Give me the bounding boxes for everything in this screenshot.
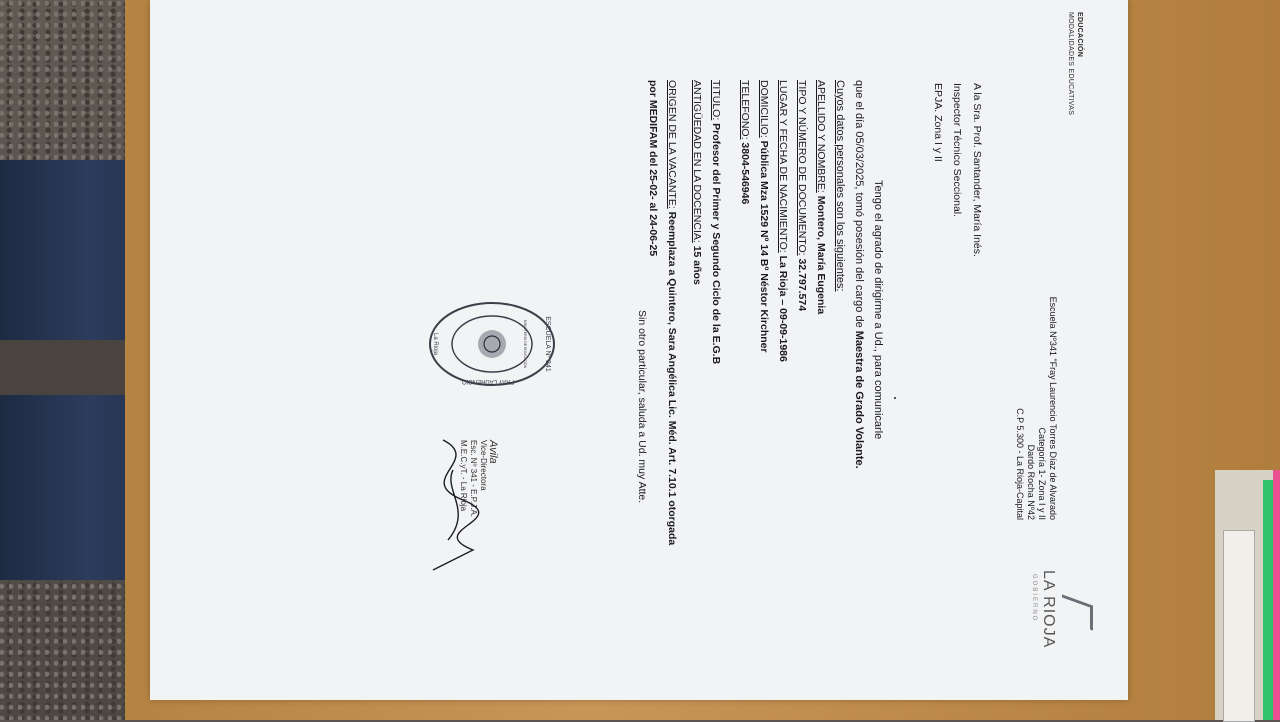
logo-mark-icon <box>1062 594 1093 630</box>
field-seniority <box>687 80 706 680</box>
field-document-label: TIPO Y NÚMERO DE DOCUMENTO: <box>796 80 808 256</box>
ink-dot <box>894 397 896 399</box>
field-birth-value: La Rioja – 09-09-1986 <box>777 252 789 362</box>
letter-page <box>150 0 1128 700</box>
school-header <box>1014 270 1058 520</box>
white-binder <box>1223 530 1255 722</box>
school-city: C.P 5.300 - La Rioja-Capital <box>1015 408 1025 520</box>
field-phone <box>735 80 754 680</box>
field-vacancy-cont: por MEDIFAM del 25-02- al 24-06-25 <box>647 80 659 257</box>
addressee-line3: EPJA. Zona I y II <box>932 83 944 162</box>
intro-line2 <box>849 80 868 640</box>
letter-paper <box>150 0 1128 700</box>
field-document-value: 32.797.574 <box>796 255 808 312</box>
field-vacancy-value: Reemplaza a Quintero, Sara Angélica Lic. Méd. Art. 7.10.1 otorgada <box>666 208 678 546</box>
intro-position: Maestra de Grado Volante. <box>853 330 865 469</box>
field-address <box>754 80 773 680</box>
intro-line3: Cuyos datos personales son los siguientes: <box>834 80 846 292</box>
field-phone-value: 3804-546946 <box>739 139 751 205</box>
closing-line: Sin otro particular, saluda a Ud. muy Atte. <box>636 310 648 504</box>
handwritten-signature <box>408 430 503 580</box>
signer-role: Vice-Directora <box>479 440 488 491</box>
addressee <box>928 83 987 257</box>
signer-name: Avila <box>487 440 499 464</box>
field-phone-label: TELEFONO: <box>739 80 751 140</box>
ministry-letterhead <box>1067 12 1083 115</box>
field-vacancy <box>662 80 681 680</box>
leg-gap <box>0 340 140 395</box>
signer-org: M.E.C.yT. - La Rioja <box>459 440 468 512</box>
logo-sub: GOBIERNO <box>1031 574 1037 623</box>
field-title-label: TITULO: <box>710 80 722 121</box>
field-address-label: DOMICILIO: <box>758 80 770 138</box>
stamp-inner-text: MINISTERIO DE EDUCACIÓN <box>523 319 527 369</box>
intro-line2-text: que el día 05/03/2025, tomó posesión del cargo de <box>853 80 865 331</box>
school-stamp <box>426 300 558 388</box>
personal-data <box>643 80 830 680</box>
school-address: Dardo Rocha Nº42 <box>1026 444 1036 520</box>
field-name <box>811 80 830 680</box>
field-title-value: Profesor del Primer y Segundo Ciclo de la E.G.B <box>710 120 722 365</box>
stamp-bottom-text: La Rioja <box>432 332 438 356</box>
field-title <box>706 80 725 680</box>
pink-folder <box>1273 470 1280 720</box>
intro-line1: Tengo el agrado de dirigirme a Ud., para comunicarle <box>872 180 884 440</box>
stamp-top-text: ESCUELA Nº 341 <box>544 316 551 372</box>
field-birth-label: LUGAR Y FECHA DE NACIMIENTO: <box>777 80 789 253</box>
folder-stack <box>1215 470 1280 720</box>
field-address-value: Pública Mza 1529 Nº 14 Bº Néstor Kirchner <box>758 137 770 353</box>
field-name-value: Montero, María Eugenia <box>815 192 827 315</box>
field-vacancy-label: ORIGEN DE LA VACANTE: <box>666 80 678 209</box>
addressee-line2: Inspector Técnico Seccional. <box>951 83 964 218</box>
field-document <box>792 80 811 680</box>
field-birth <box>773 80 792 680</box>
field-seniority-value: 15 años <box>691 242 703 285</box>
school-category: Categoría 1- Zona I y II <box>1037 427 1047 520</box>
signer-school: Esc. Nº 341 - E.P.J.A. <box>469 440 478 518</box>
logo-name: LA RIOJA <box>1040 570 1057 649</box>
addressee-line1: A la Sra. Prof. Santander, María Inés. <box>971 83 983 257</box>
stamp-svg <box>426 300 558 388</box>
letter-intro <box>830 80 887 670</box>
field-seniority-label: ANTIGÜEDAD EN LA DOCENCIA: <box>691 80 703 243</box>
ministry-line2: MODALIDADES EDUCATIVAS <box>1067 12 1074 116</box>
ministry-line1: EDUCACIÓN <box>1076 12 1083 58</box>
school-name: Escuela Nº341 "Fray Laurencio Torres Díaz de Alvarado <box>1048 296 1058 520</box>
field-name-label: APELLIDO Y NOMBRE: <box>815 80 827 193</box>
stamp-right-text: FRAY LAURENCIO <box>461 378 515 384</box>
